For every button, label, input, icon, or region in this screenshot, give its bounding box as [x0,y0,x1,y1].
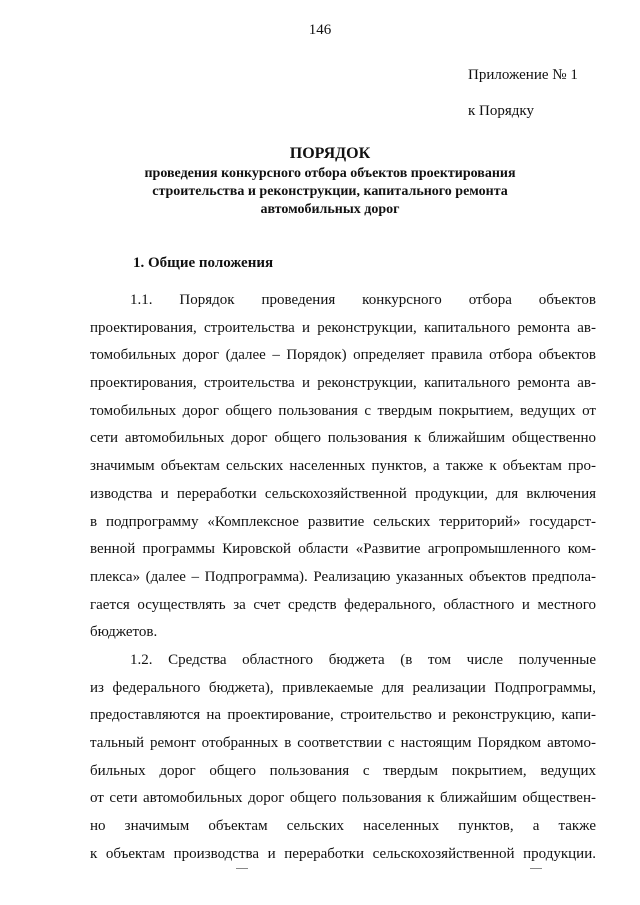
appendix-label: Приложение № 1 [468,67,578,83]
page-number: 146 [308,22,332,38]
scan-mark [236,868,248,869]
paragraph-line: томобильных дорог общего пользования с твердым покрытием, ведущих от [90,402,596,419]
title-subtitle-line: автомобильных дорог [260,202,400,217]
section-heading: 1. Общие положения [133,255,274,271]
title-main: ПОРЯДОК [289,145,371,162]
paragraph-line: проектирования, строительства и реконструкции, капитального ремонта ав- [90,375,596,392]
body-text [90,287,596,868]
paragraph-line: в подпрограмму «Комплексное развитие сельских территорий» государст- [90,513,596,530]
paragraph-line: тальный ремонт отобранных в соответствии с настоящим Порядком автомо- [90,735,596,751]
paragraph-line: значимым объектам сельских населенных пунктов, а также к объектам про- [90,458,596,475]
scan-mark [530,868,542,869]
paragraph-line: томобильных дорог (далее – Порядок) определяет правила отбора объектов [90,347,596,364]
paragraph-line: бильных дорог общего пользования с твердым покрытием, ведущих [90,762,596,779]
paragraph-line: сети автомобильных дорог общего пользования к ближайшим общественно [90,430,596,447]
paragraph-line: гается осуществлять за счет средств федерального, областного и местного [90,596,596,613]
paragraph-line: но значимым объектам сельских населенных пунктов, а также [90,818,596,835]
paragraph-line: плекса» (далее – Подпрограмма). Реализацию указанных объектов предпола- [90,568,596,585]
paragraph-line: бюджетов. [90,624,158,641]
document-title [80,143,580,219]
title-subtitle-line: проведения конкурсного отбора объектов проектирования [144,166,516,181]
paragraph-line: к объектам производства и переработки сельскохозяйственной продукции. [90,845,596,862]
appendix-reference: к Порядку [468,103,534,119]
paragraph-line: 1.1. Порядок проведения конкурсного отбора объектов [130,292,596,308]
paragraph-line: проектирования, строительства и реконструкции, капитального ремонта ав- [90,319,596,336]
title-subtitle-line: строительства и реконструкции, капитального ремонта [152,184,508,199]
paragraph-line: от сети автомобильных дорог общего пользования к ближайшим обществен- [90,790,596,807]
paragraph-line: из федерального бюджета), привлекаемые для реализации Подпрограммы, [90,679,596,696]
paragraph-line: предоставляются на проектирование, строительство и реконструкцию, капи- [90,707,596,724]
paragraph-line: венной программы Кировской области «Развитие агропромышленного ком- [90,541,596,558]
paragraph-line: изводства и переработки сельскохозяйственной продукции, для включения [90,485,596,502]
paragraph-line: 1.2. Средства областного бюджета (в том числе полученные [130,651,596,668]
